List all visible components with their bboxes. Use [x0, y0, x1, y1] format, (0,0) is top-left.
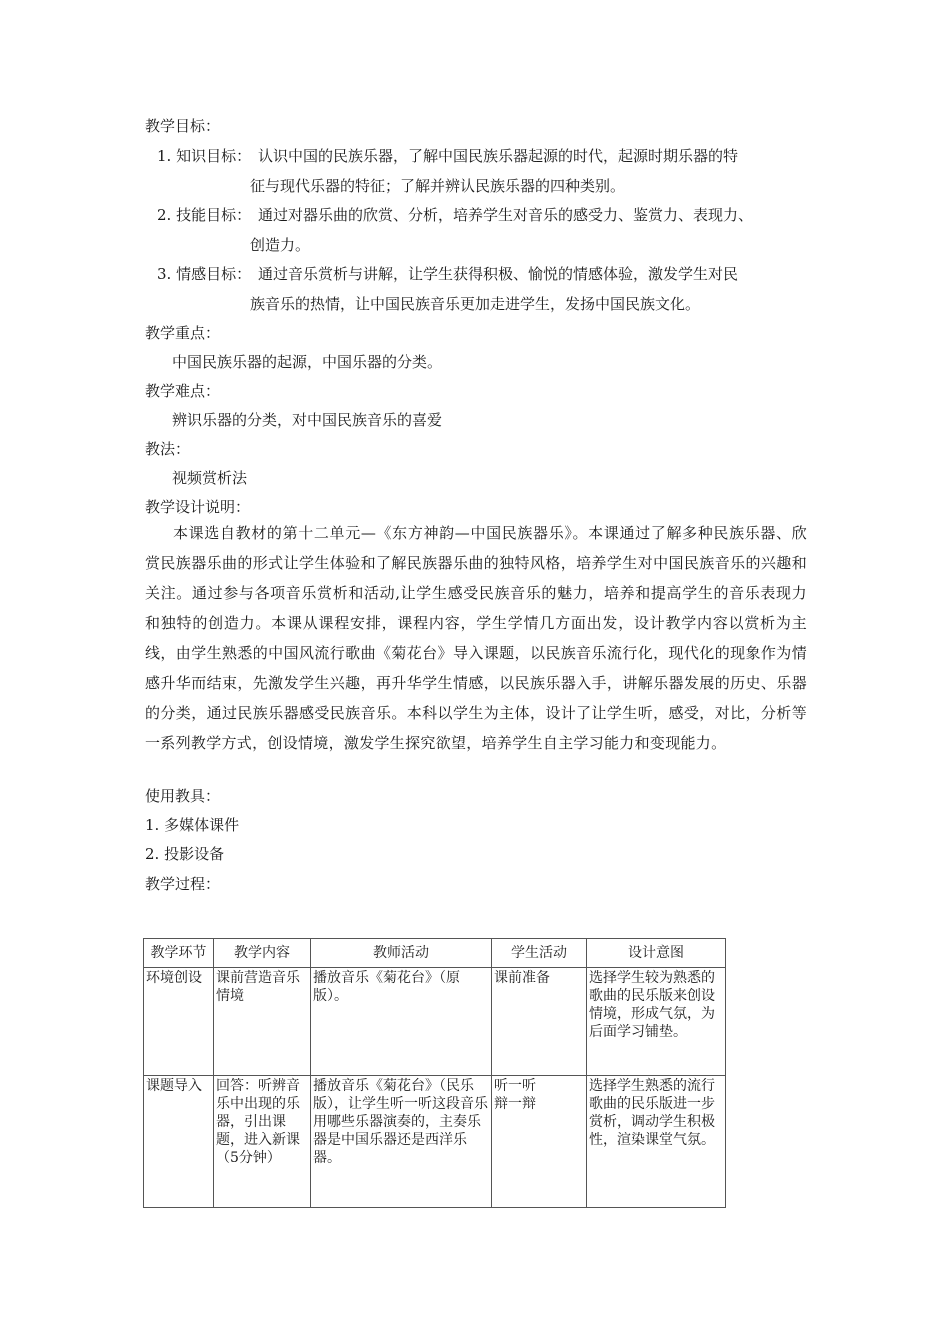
table-cell: 课前营造音乐情境: [214, 968, 311, 1076]
table-header-cell: 教学内容: [214, 939, 311, 968]
design-heading: 教学设计说明：: [145, 498, 251, 516]
table-cell: 环境创设: [144, 968, 214, 1076]
key-points-heading: 教学重点：: [145, 324, 221, 342]
table-cell: 播放音乐《菊花台》（民乐版），让学生听一听这段音乐用哪些乐器演奏的，主奏乐器是中国乐器还是西洋乐器。: [311, 1076, 492, 1208]
goal-1-label: 1. 知识目标：: [157, 147, 252, 165]
table-cell: 课题导入: [144, 1076, 214, 1208]
goal-2-label: 2. 技能目标：: [157, 206, 252, 224]
table-row: [144, 968, 726, 1076]
table-cell: 听一听 辩一辩: [492, 1076, 587, 1208]
goal-1-text-line1: 认识中国的民族乐器，了解中国民族乐器起源的时代，起源时期乐器的特: [258, 147, 739, 165]
table-header-row: [144, 939, 726, 968]
method-text: 视频赏析法: [172, 469, 248, 487]
process-table: [143, 938, 726, 1208]
tool-item-1: 1. 多媒体课件: [145, 816, 240, 834]
goal-3-label: 3. 情感目标：: [157, 265, 252, 283]
key-points-text: 中国民族乐器的起源，中国乐器的分类。: [172, 353, 443, 371]
table-cell: 课前准备: [492, 968, 587, 1076]
table-cell: 选择学生较为熟悉的歌曲的民乐版来创设情境，形成气氛，为后面学习铺垫。: [587, 968, 726, 1076]
table-header-cell: 教师活动: [311, 939, 492, 968]
goal-2-text-line1: 通过对器乐曲的欣赏、分析，培养学生对音乐的感受力、鉴赏力、表现力、: [258, 206, 754, 224]
design-paragraph: 本课选自教材的第十二单元—《东方神韵—中国民族器乐》。本课通过了解多种民族乐器、欣赏民族器乐曲的形式让学生体验和了解民族器乐曲的独特风格，培养学生对中国民族音乐的兴趣和关注。通过参与各项音乐赏析和活动,让学生感受民族音乐的魅力，培养和提高学生的音乐表现力和独特的创造力。本课从课程安排，课程内容，学生学情几方面出发，设计教学内容以赏析为主线，由学生熟悉的中国风流行歌曲《菊花台》导入课题，以民族音乐流行化，现代化的现象作为情感升华而结束，先激发学生兴趣，再升华学生情感，以民族乐器入手，讲解乐器发展的历史、乐器的分类，通过民族乐器感受民族音乐。本科以学生为主体，设计了让学生听，感受，对比，分析等一系列教学方式，创设情境，激发学生探究欲望，培养学生自主学习能力和变现能力。: [145, 524, 807, 752]
difficulties-heading: 教学难点：: [145, 382, 221, 400]
goal-3-text-line1: 通过音乐赏析与讲解，让学生获得积极、愉悦的情感体验，激发学生对民: [258, 265, 739, 283]
table-cell: 回答：听辨音乐中出现的乐器，引出课题，进入新课（5分钟）: [214, 1076, 311, 1208]
goal-3-text-line2: 族音乐的热情，让中国民族音乐更加走进学生，发扬中国民族文化。: [250, 295, 701, 313]
table-cell: 播放音乐《菊花台》（原版）。: [311, 968, 492, 1076]
goal-1-text-line2: 征与现代乐器的特征；了解并辨认民族乐器的四种类别。: [250, 177, 626, 195]
table-header-cell: 学生活动: [492, 939, 587, 968]
table-row: [144, 1076, 726, 1208]
tool-item-2: 2. 投影设备: [145, 845, 225, 863]
table-header-cell: 设计意图: [587, 939, 726, 968]
difficulties-text: 辨识乐器的分类，对中国民族音乐的喜爱: [172, 411, 443, 429]
process-heading: 教学过程：: [145, 875, 221, 893]
table-header-cell: 教学环节: [144, 939, 214, 968]
tools-heading: 使用教具：: [145, 787, 221, 805]
method-heading: 教法：: [145, 440, 191, 458]
table-cell: 选择学生熟悉的流行歌曲的民乐版进一步赏析，调动学生积极性，渲染课堂气氛。: [587, 1076, 726, 1208]
goals-heading: 教学目标：: [145, 117, 221, 135]
goal-2-text-line2: 创造力。: [250, 236, 311, 254]
